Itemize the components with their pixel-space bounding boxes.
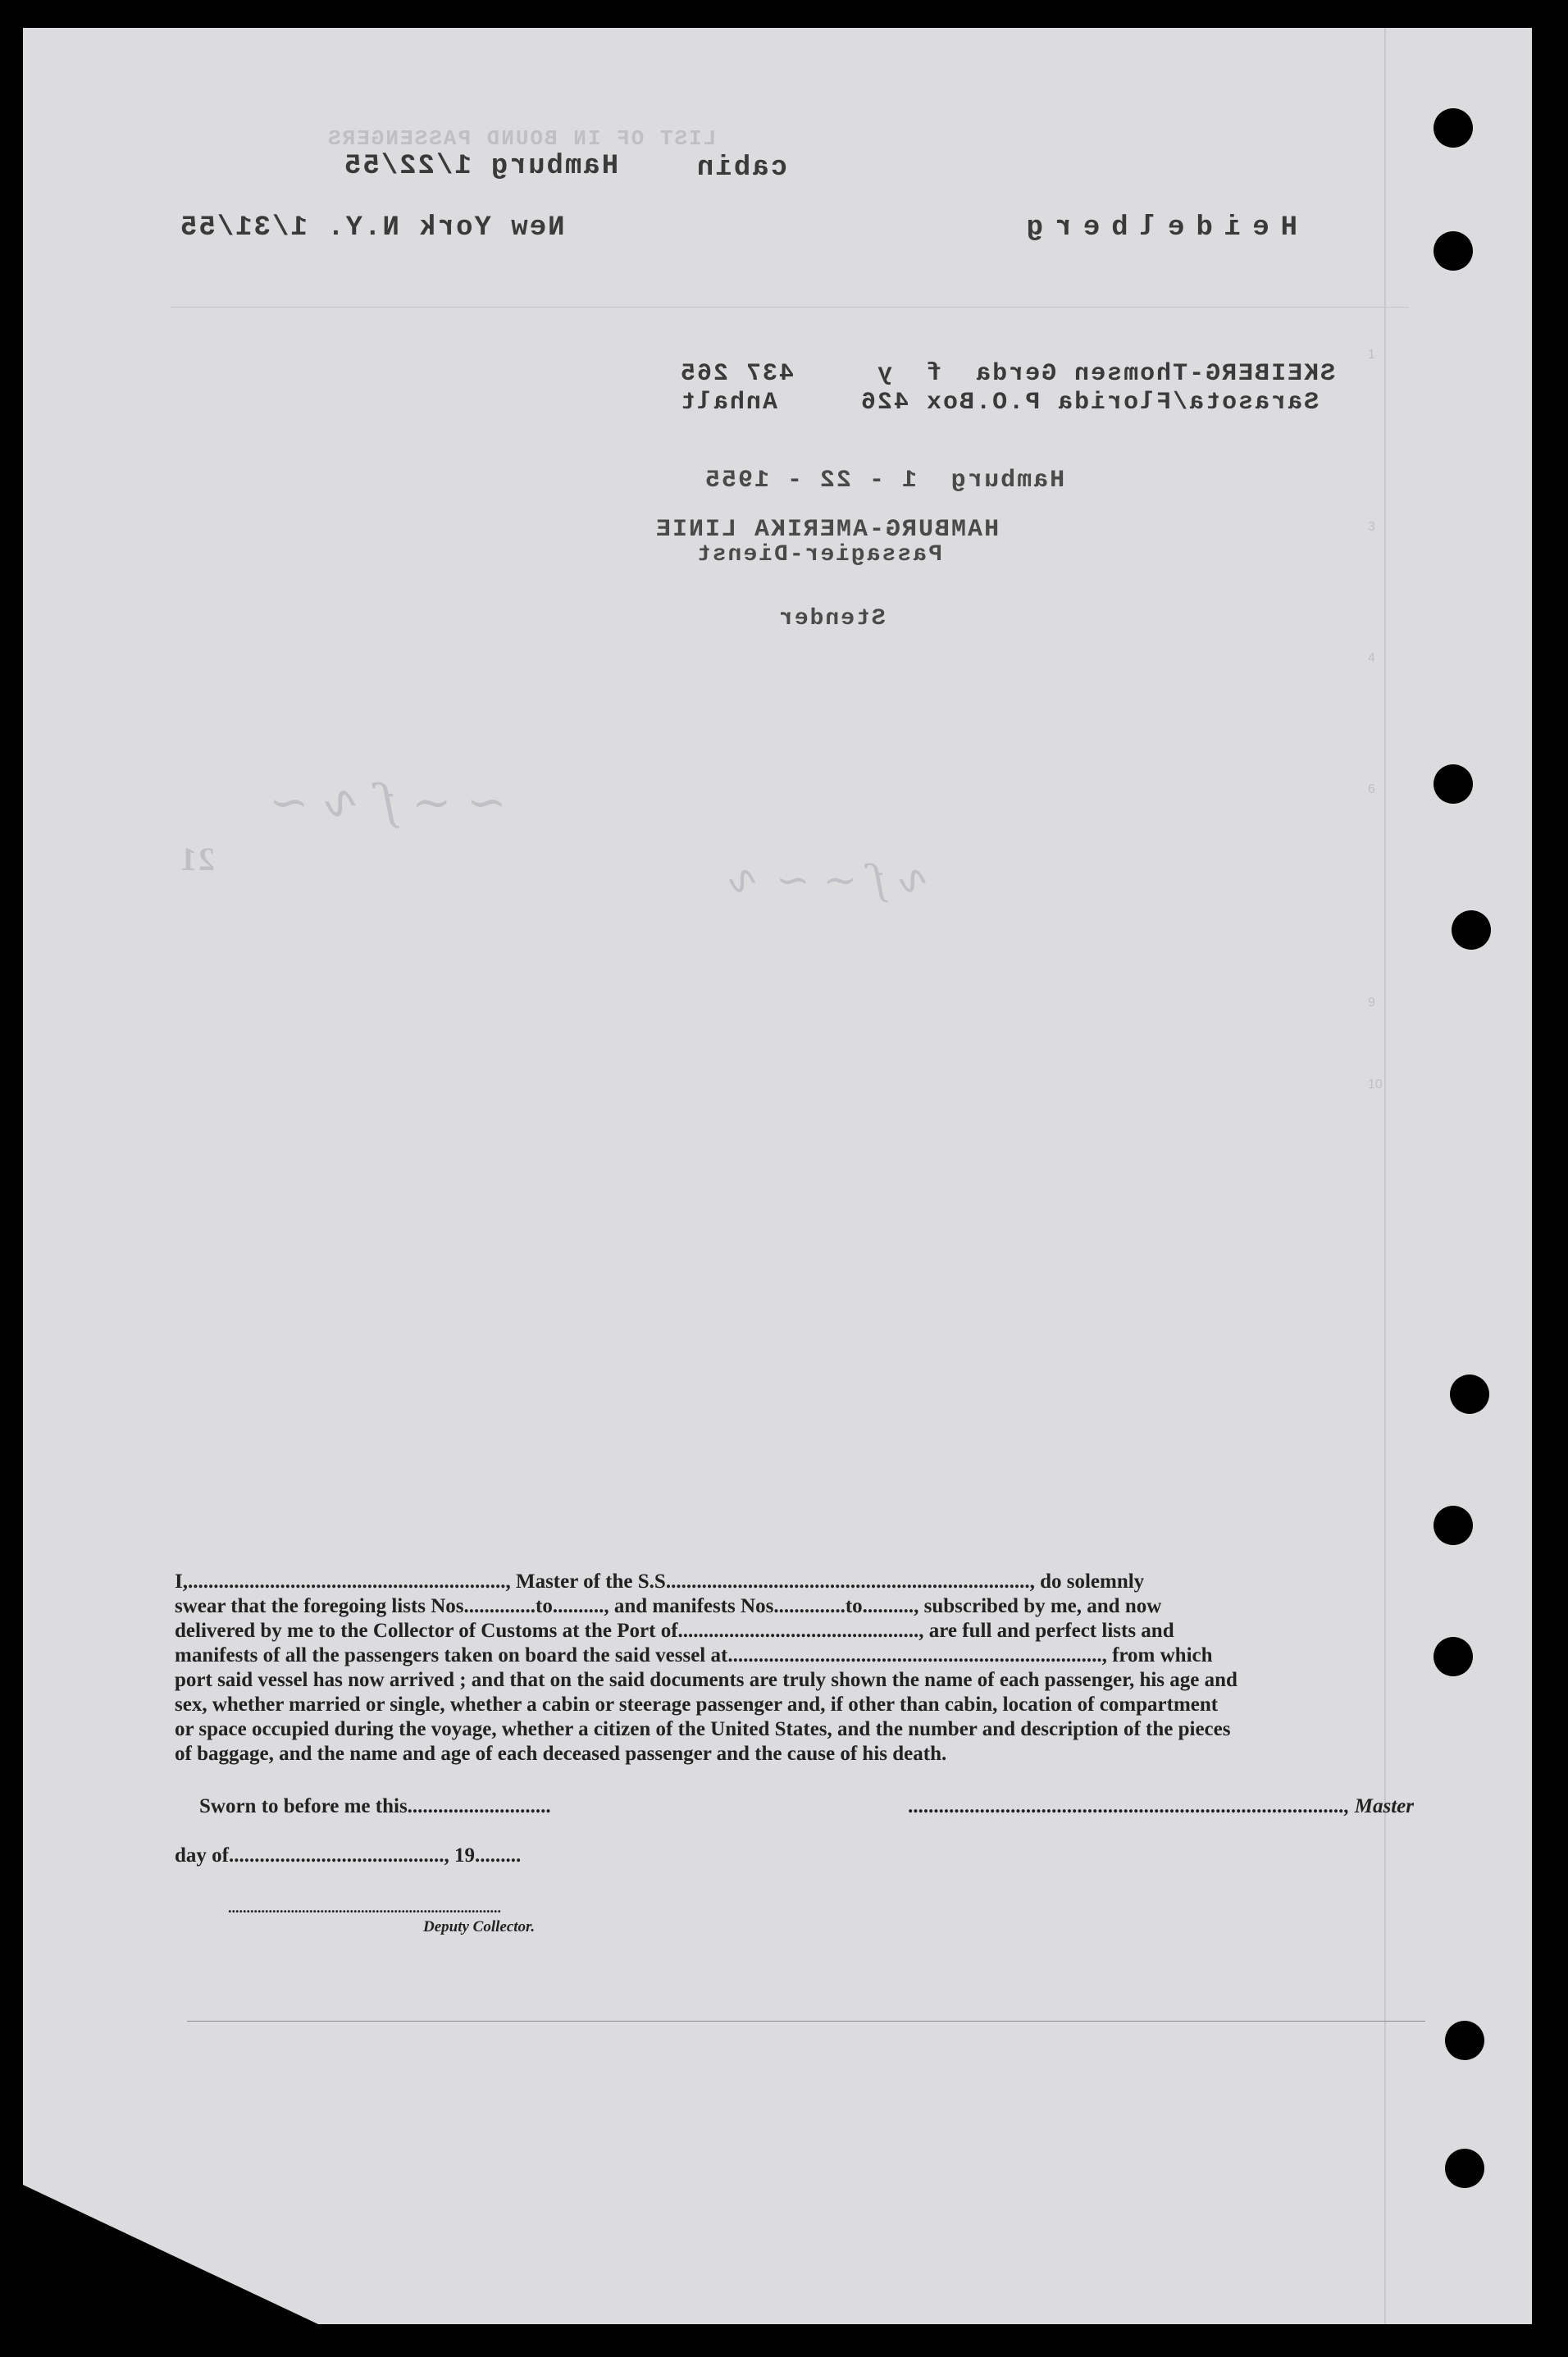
row-number: 4 [1368,651,1375,665]
footer-rule [187,2021,1425,2022]
cabin-class: cabin [695,153,788,184]
row-number: 3 [1368,520,1375,534]
oath-line: manifests of all the passengers taken on board the said vessel at........................................................................., from which [175,1644,1213,1666]
header-rule [171,307,1409,308]
oath-line: delivered by me to the Collector of Customs at the Port of..............................................., are full and perfect lists and [175,1620,1174,1642]
list-title: LIST OF IN BOUND PASSENGERS [326,126,717,151]
punch-hole [1450,1375,1489,1414]
punch-hole [1434,764,1473,804]
passenger-line-2: Sarasota/Florida P.O.Box 426 Anhalt [679,389,1320,417]
sworn-line: Sworn to before me this............................ [199,1795,551,1817]
deputy-signature-line: .......................................................................... [228,1899,501,1916]
stamp-date: Hamburg 1 - 22 - 1955 [704,467,1065,495]
punch-hole [1445,2021,1484,2060]
row-number: 10 [1368,1078,1383,1092]
master-line: ....................................................................................., Master [909,1795,1414,1817]
punch-hole [1445,2149,1484,2188]
passenger-line-1: SKEIBERG-Thomsen Gerda f y 437 265 [679,360,1336,388]
punch-hole [1434,108,1473,148]
deputy-collector-label: Deputy Collector. [423,1918,536,1935]
punch-hole [1452,910,1491,950]
manifest-page [23,28,1532,2324]
row-number: 9 [1368,996,1375,1010]
oath-line: sex, whether married or single, whether a cabin or steerage passenger and, if other than cabin, location of compartment [175,1694,1219,1716]
row-number: 6 [1368,782,1375,796]
oath-line: swear that the foregoing lists Nos..............to.........., and manifests Nos..............to.........., subscribed by me, and now [175,1595,1162,1617]
punch-hole [1434,1637,1473,1676]
stamp-company: HAMBURG-AMERIKA LINIE [654,516,1000,544]
margin-number: 21 [179,841,215,878]
port-arrival: New York N.Y. 1/31/55 [179,212,565,244]
stamp-dept: Passagier-Dienst [695,542,942,568]
vessel-name: Heidelberg [1015,212,1298,244]
torn-corner [23,2185,318,2324]
row-number: 1 [1368,348,1375,362]
port-departure: Hamburg 1/22/55 [343,151,619,182]
punch-hole [1434,1506,1473,1545]
oath-paragraph [175,1570,1442,1767]
oath-line: or space occupied during the voyage, whether a citizen of the United States, and the number and description of the pieces [175,1718,1231,1740]
handwriting-mark: ~ ∽ ſ ∿ ~ [269,774,507,830]
oath-line: I,.............................................................., Master of the S.S......................................................................., do solemnly [175,1571,1145,1593]
oath-line: of baggage, and the name and age of each deceased passenger and the cause of his death. [175,1743,947,1765]
oath-line: port said vessel has now arrived ; and that on the said documents are truly shown the name of each passenger, his age and [175,1669,1238,1691]
day-of-line: day of.........................................., 19......... [175,1844,522,1867]
punch-hole [1434,231,1473,271]
column-rule [1384,28,1386,2324]
stamp-signer: Stender [777,606,886,631]
handwriting-mark: ∿ ſ ∽ ~ ∿ [728,856,933,904]
